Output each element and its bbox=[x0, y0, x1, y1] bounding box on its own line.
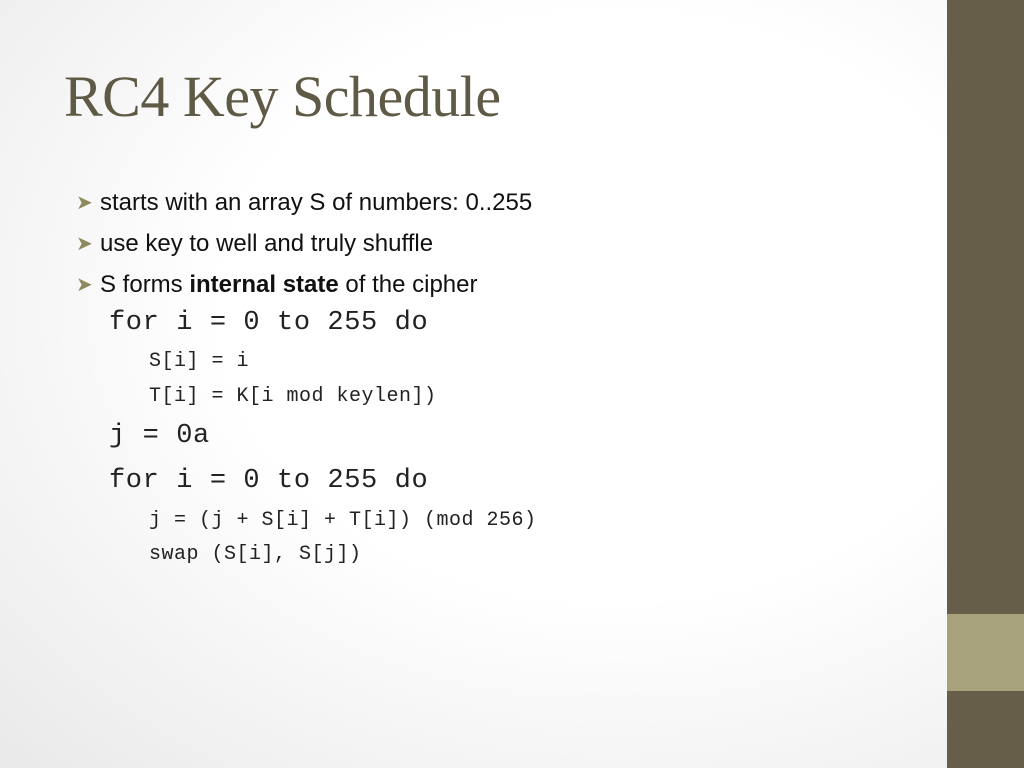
code-line: swap (S[i], S[j]) bbox=[149, 543, 362, 566]
code-line: for i = 0 to 255 do bbox=[109, 466, 429, 496]
bullet-text-suffix: of the cipher bbox=[338, 270, 478, 298]
code-line: j = (j + S[i] + T[i]) (mod 256) bbox=[149, 509, 537, 532]
slide-title: RC4 Key Schedule bbox=[64, 64, 501, 129]
bullet-item bbox=[76, 182, 532, 223]
bullet-text bbox=[100, 271, 477, 299]
bullet-text-prefix: S forms bbox=[100, 270, 190, 298]
arrow-bullet-icon: ➤ bbox=[76, 191, 93, 214]
bullet-text-bold: internal state bbox=[189, 270, 339, 298]
code-line: S[i] = i bbox=[149, 350, 250, 373]
arrow-bullet-icon: ➤ bbox=[76, 273, 93, 296]
side-bar-accent bbox=[947, 614, 1024, 691]
code-line: T[i] = K[i mod keylen]) bbox=[149, 385, 437, 408]
bullet-item bbox=[76, 264, 532, 305]
arrow-bullet-icon: ➤ bbox=[76, 232, 93, 255]
bullet-text: starts with an array S of numbers: 0..255 bbox=[100, 188, 533, 216]
bullet-list bbox=[76, 182, 532, 305]
code-line: j = 0a bbox=[109, 421, 210, 451]
bullet-text: use key to well and truly shuffle bbox=[100, 229, 434, 257]
bullet-item bbox=[76, 223, 532, 264]
code-line: for i = 0 to 255 do bbox=[109, 308, 429, 338]
